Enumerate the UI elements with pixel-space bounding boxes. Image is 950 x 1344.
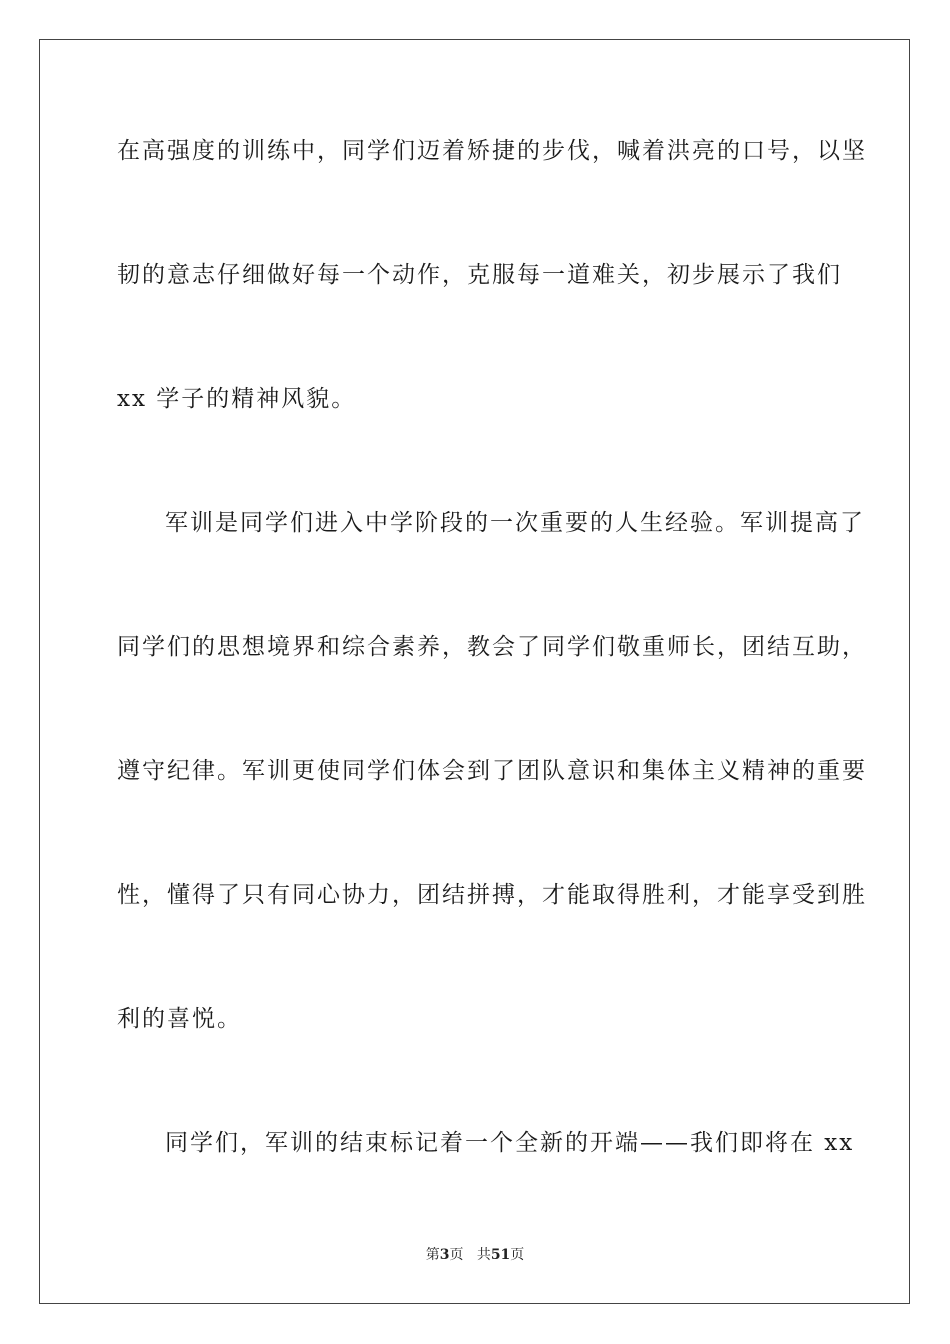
footer-page-number: 3 [439, 1247, 450, 1263]
footer-page-unit: 页 [449, 1247, 464, 1263]
footer-page-prefix: 第 [425, 1247, 440, 1263]
text-line-4: 军训是同学们进入中学阶段的一次重要的人生经验。军训提高了 [165, 510, 865, 536]
text-line-6: 遵守纪律。军训更使同学们体会到了团队意识和集体主义精神的重要 [117, 758, 867, 784]
footer-total-unit: 页 [510, 1247, 525, 1263]
text-line-1: 在高强度的训练中，同学们迈着矫捷的步伐，喊着洪亮的口号，以坚 [117, 138, 867, 164]
text-line-3: xx 学子的精神风貌。 [117, 386, 357, 412]
page-border [39, 39, 910, 1304]
text-line-8: 利的喜悦。 [117, 1006, 242, 1032]
page-footer [0, 1246, 950, 1264]
footer-total-pages: 51 [490, 1247, 511, 1263]
footer-total-prefix: 共 [476, 1247, 491, 1263]
text-line-9: 同学们，军训的结束标记着一个全新的开端——我们即将在 xx [165, 1130, 855, 1156]
text-line-2: 韧的意志仔细做好每一个动作，克服每一道难关，初步展示了我们 [117, 262, 842, 288]
text-line-7: 性，懂得了只有同心协力，团结拼搏，才能取得胜利，才能享受到胜 [117, 882, 867, 908]
text-line-5: 同学们的思想境界和综合素养，教会了同学们敬重师长，团结互助， [117, 634, 867, 660]
